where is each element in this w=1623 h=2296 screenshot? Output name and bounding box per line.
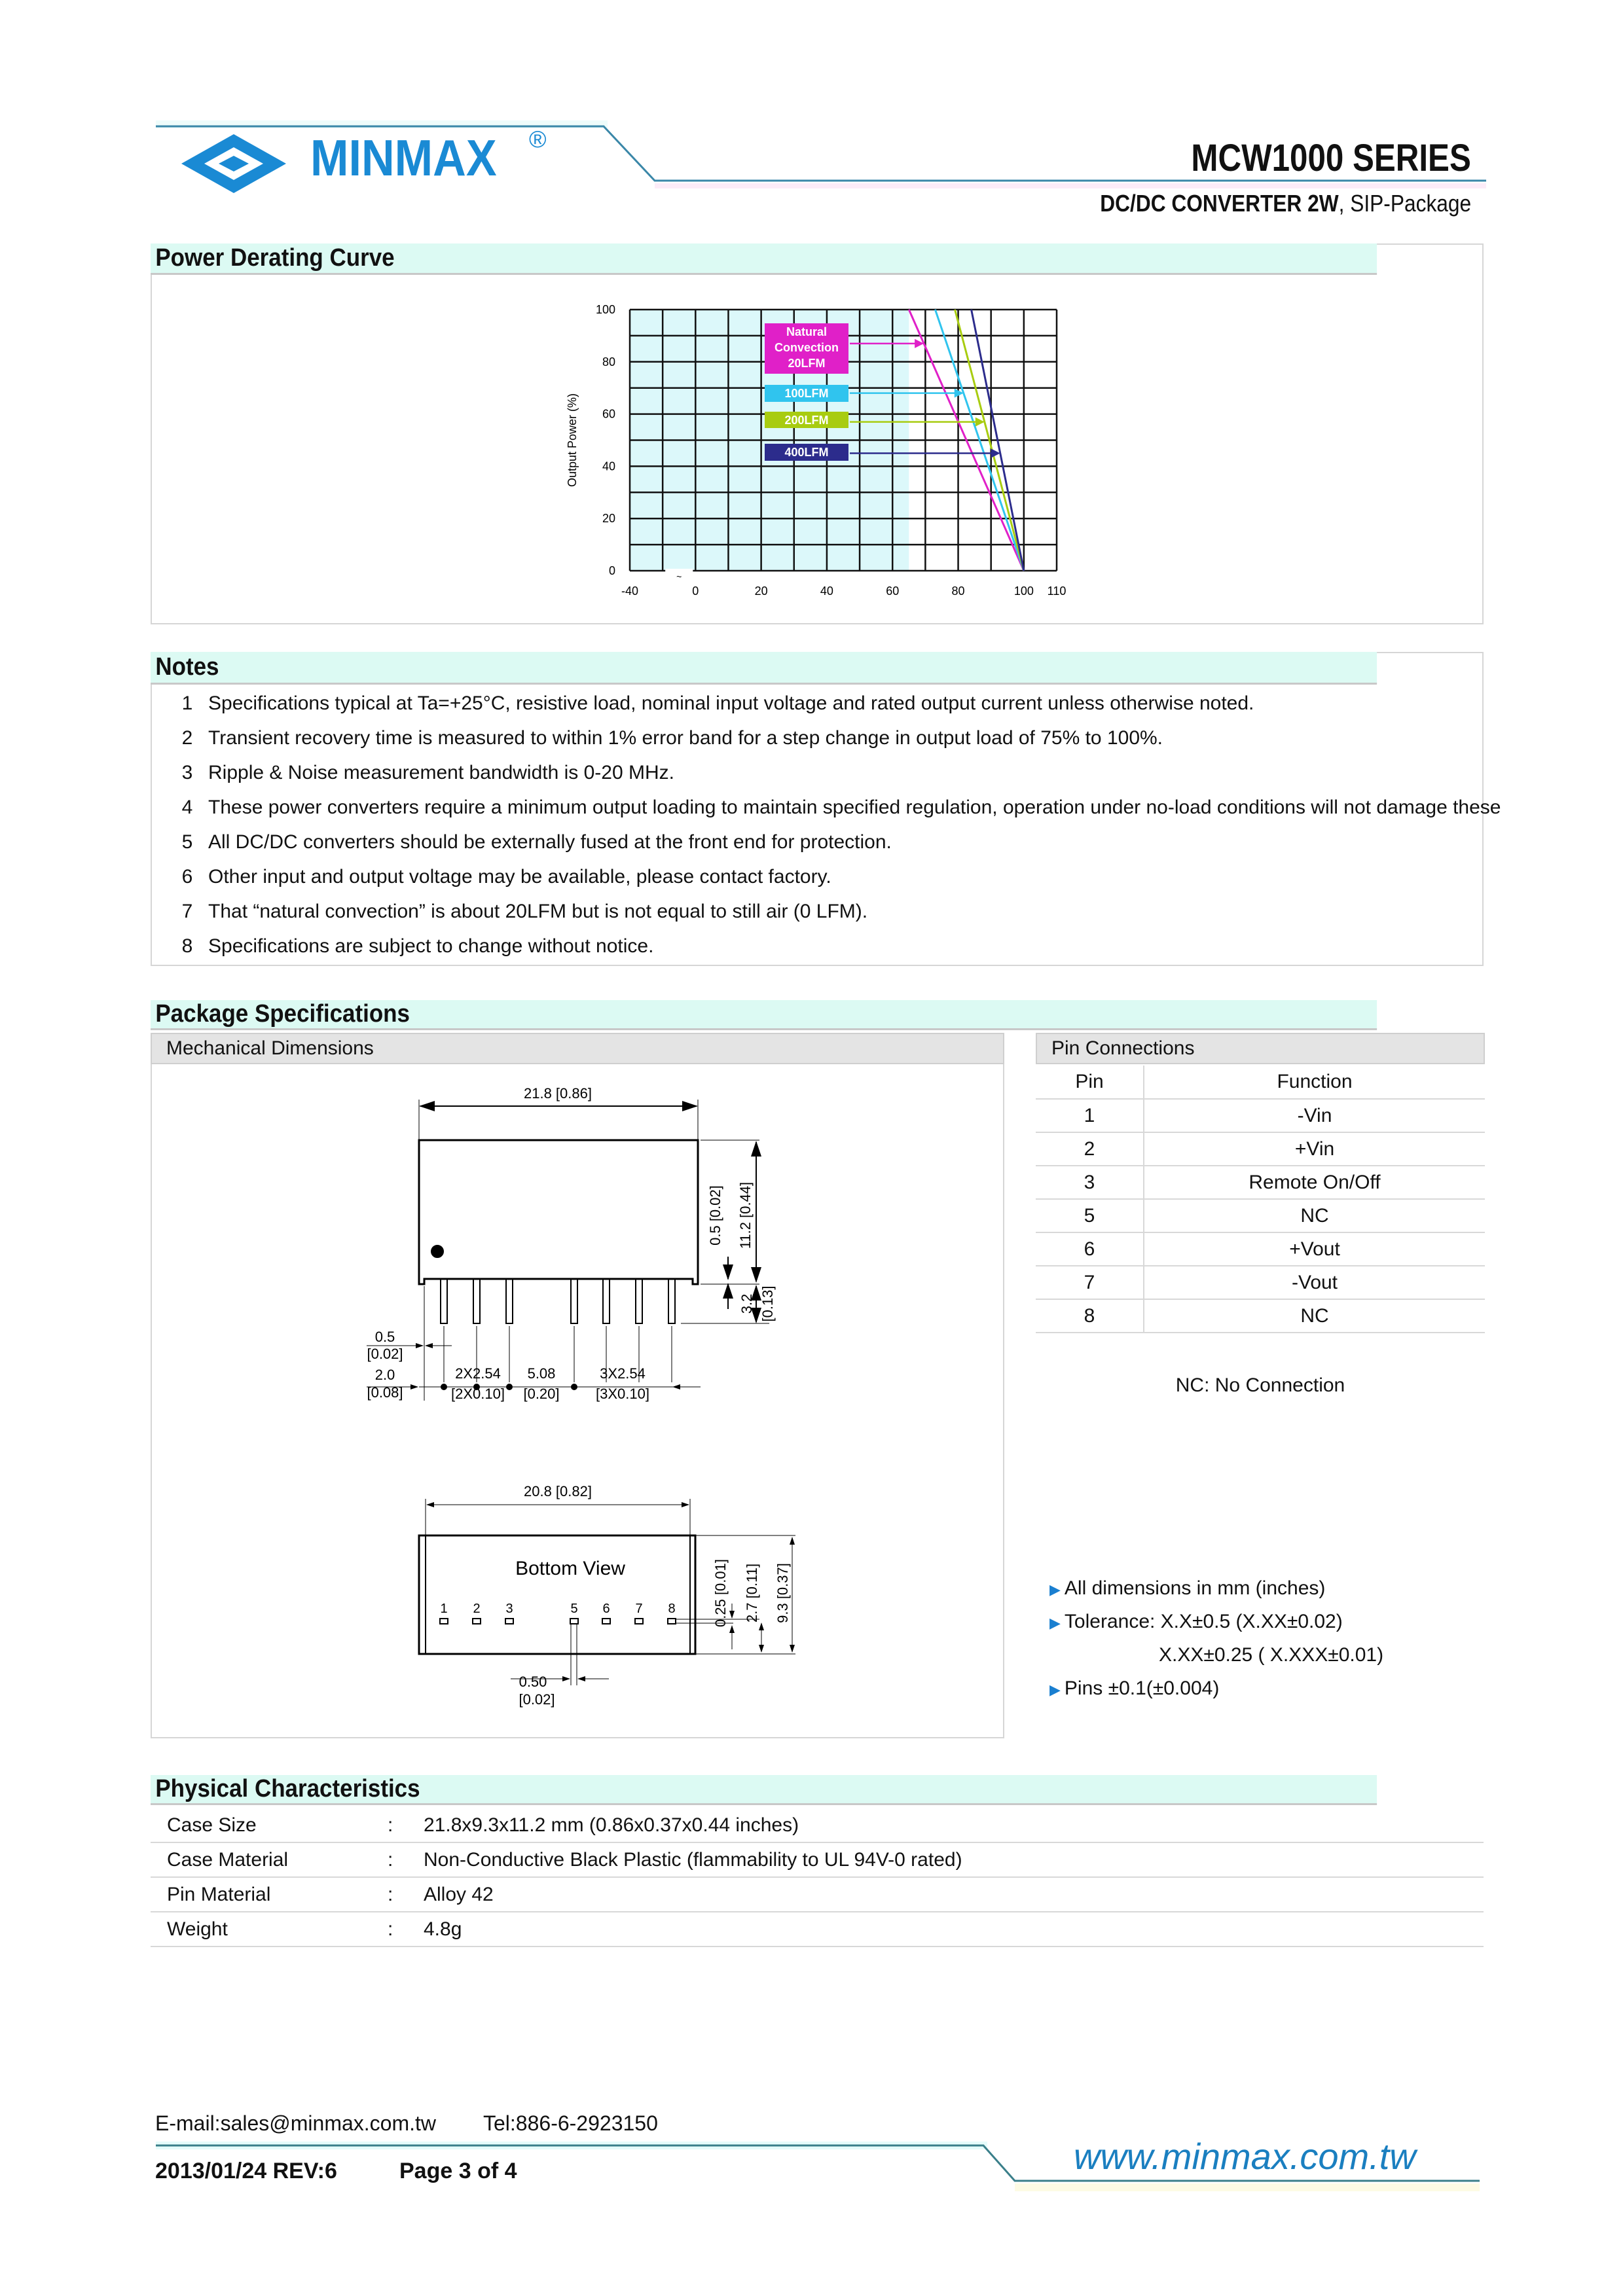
axis-break: ~ — [676, 571, 682, 582]
x-tick-label: -40 — [621, 584, 639, 598]
physical-label: Weight — [167, 1918, 228, 1940]
x-tick-label: 80 — [951, 584, 965, 598]
header-function: Function — [1144, 1066, 1485, 1099]
note-item — [166, 762, 674, 784]
pin-number: 1 — [1036, 1099, 1144, 1132]
physical-label: Case Size — [167, 1814, 257, 1836]
section-title-physical: Physical Characteristics — [151, 1775, 1377, 1805]
note-text: Other input and output voltage may be available, please contact factory. — [208, 866, 831, 888]
bullet-pins: ▶ Pins ±0.1(±0.004) — [1049, 1677, 1220, 1699]
pin-pad — [473, 1619, 481, 1624]
physical-separator: : — [388, 1884, 393, 1905]
note-number: 5 — [181, 831, 193, 853]
minmax-logo-icon — [178, 131, 289, 196]
note-item — [166, 692, 1254, 715]
note-item — [166, 797, 1501, 819]
pin-row — [1036, 1199, 1485, 1232]
physical-row — [151, 1844, 1484, 1878]
pin-row — [1036, 1099, 1485, 1132]
y-tick-label: 40 — [602, 459, 615, 473]
pin-number: 2 — [1036, 1132, 1144, 1166]
pin-row — [1036, 1232, 1485, 1266]
section-title-derating: Power Derating Curve — [151, 243, 1377, 275]
physical-label: Case Material — [167, 1849, 289, 1871]
note-text: Transient recovery time is measured to within 1% error band for a step change in output load of 75% to 100%. — [208, 727, 1163, 749]
physical-separator: : — [388, 1918, 393, 1940]
pin — [603, 1279, 610, 1323]
note-item — [166, 901, 867, 923]
dim-pin-0-50-inch: [0.02] — [519, 1691, 555, 1708]
note-number: 8 — [181, 935, 193, 957]
note-text: Ripple & Noise measurement bandwidth is 0-20 MHz. — [208, 762, 674, 783]
pin-number: 5 — [1036, 1199, 1144, 1232]
note-item — [166, 866, 831, 888]
section-title-package: Package Specifications — [151, 1000, 1377, 1030]
bottom-view-label: Bottom View — [515, 1558, 625, 1579]
pin-row — [1036, 1132, 1485, 1166]
dim-pin-0-50: 0.50 — [519, 1674, 547, 1690]
physical-value: 4.8g — [424, 1918, 462, 1940]
bullet-tolerance-2: X.XX±0.25 ( X.XXX±0.01) — [1159, 1644, 1384, 1666]
brand-name: MINMAX — [310, 129, 497, 187]
pin-function: Remote On/Off — [1144, 1166, 1485, 1199]
dim-pitch-3-inch: [3X0.10] — [596, 1386, 649, 1402]
y-axis-label: Output Power (%) — [566, 393, 579, 488]
footer-page: Page 3 of 4 — [399, 2159, 517, 2183]
pin-number-label: 8 — [668, 1602, 676, 1616]
pin — [473, 1279, 480, 1323]
bullet-tolerance: ▶ Tolerance: X.X±0.5 (X.XX±0.02) — [1049, 1611, 1343, 1632]
note-text: Specifications are subject to change without notice. — [208, 935, 654, 957]
y-tick-label: 0 — [608, 564, 615, 577]
physical-row — [151, 1878, 1484, 1912]
mechanical-drawing — [151, 1064, 1004, 1738]
x-tick-label: 40 — [820, 584, 833, 598]
dim-width-side: 21.8 [0.86] — [524, 1085, 592, 1102]
dim-pin-length-inch: [0.13] — [759, 1285, 776, 1322]
pin — [506, 1279, 513, 1323]
x-tick-label: 0 — [692, 584, 699, 598]
legend-label: Natural — [786, 325, 828, 338]
note-item — [166, 831, 892, 853]
series-title: MCW1000 SERIES — [1191, 137, 1471, 179]
y-tick-label: 80 — [602, 355, 615, 368]
pin — [441, 1279, 447, 1323]
note-item — [166, 727, 1163, 749]
triangle-bullet-icon: ▶ — [1049, 1615, 1061, 1631]
pin-number-label: 3 — [505, 1602, 513, 1616]
pin-function: NC — [1144, 1299, 1485, 1333]
pin-pad — [440, 1619, 448, 1624]
footer-email: E-mail:sales@minmax.com.tw — [155, 2111, 436, 2135]
pin-number-label: 1 — [440, 1602, 448, 1616]
pin-number: 3 — [1036, 1166, 1144, 1199]
dim-height: 11.2 [0.44] — [737, 1181, 754, 1249]
pin-function: -Vout — [1144, 1266, 1485, 1299]
note-text: These power converters require a minimum output loading to maintain specified regulation, operation under no-load conditions will not damage these — [208, 797, 1501, 818]
note-number: 1 — [181, 692, 193, 714]
pin — [636, 1279, 642, 1323]
legend-label: 200LFM — [784, 414, 829, 427]
footer-date-rev: 2013/01/24 REV:6 — [155, 2159, 337, 2183]
pin-number-label: 7 — [635, 1602, 643, 1616]
dim-pitch-2: 5.08 — [527, 1365, 556, 1382]
dim-width-bottom: 20.8 [0.82] — [524, 1483, 592, 1499]
derating-chart — [550, 288, 1087, 615]
dim-pitch-3: 3X2.54 — [600, 1365, 646, 1382]
physical-label: Pin Material — [167, 1884, 271, 1905]
note-number: 2 — [181, 727, 193, 749]
pin-connections-title: Pin Connections — [1036, 1033, 1485, 1064]
header-pin: Pin — [1036, 1066, 1144, 1099]
pin-number: 6 — [1036, 1232, 1144, 1266]
pin-table — [1036, 1066, 1485, 1333]
pin-pad — [505, 1619, 513, 1624]
note-text: That “natural convection” is about 20LFM but is not equal to still air (0 LFM). — [208, 901, 868, 922]
triangle-bullet-icon: ▶ — [1049, 1681, 1061, 1698]
pin-row — [1036, 1299, 1485, 1333]
dim-pitch-2-inch: [0.20] — [523, 1386, 560, 1402]
y-tick-label: 60 — [602, 407, 615, 421]
pin — [668, 1279, 675, 1323]
pin-pad — [668, 1619, 676, 1624]
legend-label: 100LFM — [784, 387, 829, 400]
registered-mark: ® — [529, 126, 547, 152]
x-tick-label: 20 — [754, 584, 768, 598]
dim-2-7: 2.7 [0.11] — [744, 1563, 760, 1623]
dim-0-5: 0.5 [0.02] — [707, 1185, 723, 1246]
pin-function: +Vout — [1144, 1232, 1485, 1266]
dim-pitch-1: 2X2.54 — [455, 1365, 501, 1382]
bullet-dimensions: ▶ All dimensions in mm (inches) — [1049, 1577, 1326, 1599]
pin-pad — [570, 1619, 578, 1624]
x-tick-label: 100 — [1013, 584, 1034, 598]
note-number: 3 — [181, 762, 193, 783]
legend-label: Convection — [774, 341, 839, 354]
side-view — [367, 1100, 769, 1401]
x-tick-label: 60 — [886, 584, 900, 598]
pin-number-label: 5 — [570, 1602, 578, 1616]
physical-separator: : — [388, 1814, 393, 1836]
pin — [571, 1279, 577, 1323]
note-number: 4 — [181, 797, 193, 818]
note-item — [166, 935, 653, 958]
physical-row — [151, 1913, 1484, 1947]
physical-separator: : — [388, 1849, 393, 1871]
dim-0-25: 0.25 [0.01] — [712, 1559, 729, 1627]
physical-value: Non-Conductive Black Plastic (flammability to UL 94V-0 rated) — [424, 1849, 962, 1871]
pin-row — [1036, 1266, 1485, 1299]
physical-row — [151, 1809, 1484, 1843]
dim-offset: 2.0 — [374, 1367, 395, 1383]
triangle-bullet-icon: ▶ — [1049, 1581, 1061, 1598]
pin-row — [1036, 1166, 1485, 1199]
physical-value: 21.8x9.3x11.2 mm (0.86x0.37x0.44 inches) — [424, 1814, 799, 1836]
dim-offset-inch: [0.08] — [367, 1384, 403, 1401]
physical-value: Alloy 42 — [424, 1884, 494, 1905]
note-text: All DC/DC converters should be externally fused at the front end for protection. — [208, 831, 892, 853]
dim-pin-length: 3.2 — [739, 1293, 755, 1314]
pin-number: 8 — [1036, 1299, 1144, 1333]
section-title-notes: Notes — [151, 652, 1377, 685]
y-tick-label: 100 — [595, 303, 615, 316]
pin-pad — [635, 1619, 643, 1624]
legend-label: 400LFM — [784, 446, 829, 459]
legend-label: 20LFM — [788, 357, 826, 370]
pin-number-label: 6 — [602, 1602, 610, 1616]
pin-table-header — [1036, 1066, 1485, 1099]
y-tick-label: 20 — [602, 512, 615, 526]
nc-note: NC: No Connection — [1175, 1374, 1345, 1396]
note-number: 7 — [181, 901, 193, 922]
dim-9-3: 9.3 [0.37] — [775, 1563, 791, 1623]
pin-number: 7 — [1036, 1266, 1144, 1299]
bottom-view — [419, 1499, 795, 1685]
x-tick-label: 110 — [1047, 584, 1067, 598]
subtitle: DC/DC CONVERTER 2W, SIP-Package — [1100, 190, 1471, 217]
dim-pin-width: 0.5 — [374, 1329, 395, 1345]
pin-function: -Vin — [1144, 1099, 1485, 1132]
footer-website-link[interactable]: www.minmax.com.tw — [1074, 2136, 1416, 2177]
pin-pad — [602, 1619, 610, 1624]
footer-tel: Tel:886-6-2923150 — [483, 2111, 658, 2135]
mechanical-title: Mechanical Dimensions — [151, 1033, 1004, 1064]
dim-pin-width-inch: [0.02] — [367, 1346, 403, 1362]
pin-number-label: 2 — [473, 1602, 481, 1616]
dim-pitch-1-inch: [2X0.10] — [451, 1386, 505, 1402]
note-text: Specifications typical at Ta=+25°C, resistive load, nominal input voltage and rated output current unless otherwise noted. — [208, 692, 1254, 714]
pin-function: NC — [1144, 1199, 1485, 1232]
note-number: 6 — [181, 866, 193, 888]
pin-function: +Vin — [1144, 1132, 1485, 1166]
